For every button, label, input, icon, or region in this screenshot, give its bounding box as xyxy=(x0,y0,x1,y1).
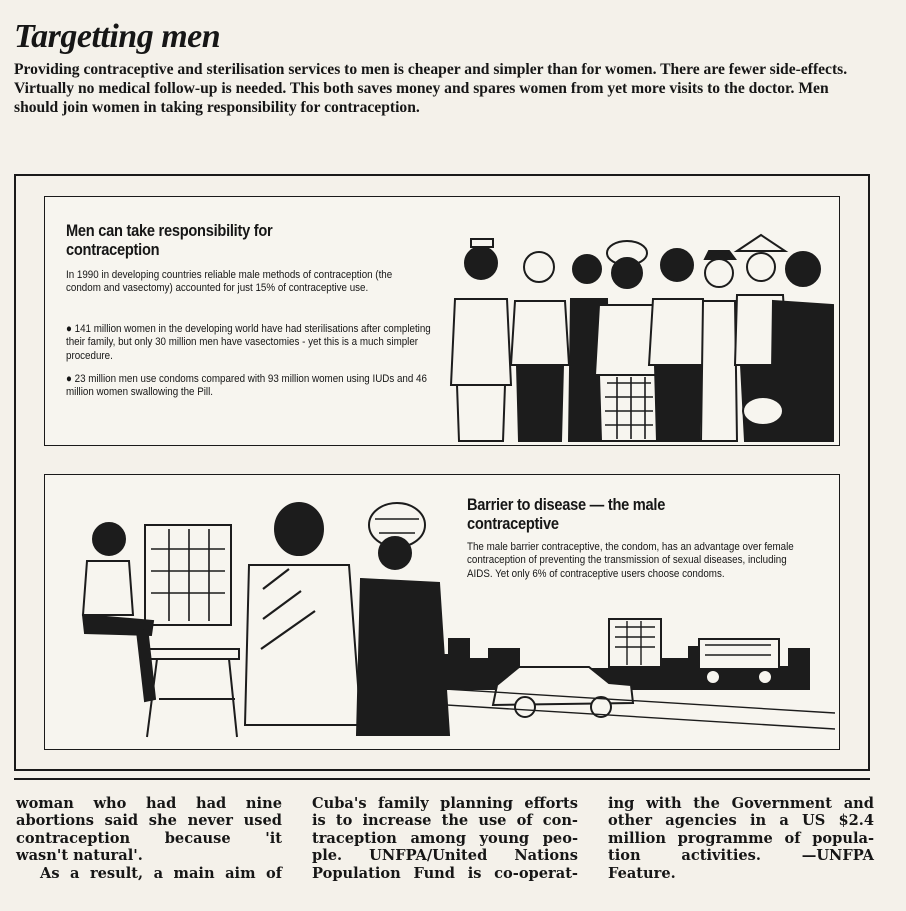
panel-2-text: The male barrier contraceptive, the condom, has an advantage over female contraception of preventing the transmission of sexual diseases, including AIDS. Yet only 6% of contraceptive users choose condoms. xyxy=(467,541,794,580)
panel-1-intro: In 1990 in developing countries reliable male methods of contraception (the condom and vasectomy) accounted for just 15% of contraceptive use. xyxy=(66,269,393,295)
infographic-frame xyxy=(14,174,870,771)
panel-1-bullet-condoms: ● 23 million men use condoms compared with 93 million women using IUDs and 46 million women swallowing the Pill. xyxy=(66,373,427,399)
body-line: abortions said she never used xyxy=(16,812,282,830)
panel-2-heading: Barrier to disease — the male contraceptive xyxy=(467,495,666,533)
body-line: wasn't natural'. xyxy=(16,847,143,865)
body-column-3 xyxy=(608,795,874,882)
body-line: Cuba's family planning efforts xyxy=(312,795,578,812)
article-standfirst: Providing contraceptive and sterilisation services to men is cheaper and simpler than for women. There are fewer side-effects. Virtually no medical follow-up is needed. This both saves money and spares women from yet more visits to the doctor. Men should join women in taking responsibility for contraception. xyxy=(14,61,848,116)
panel-male-responsibility xyxy=(44,196,840,446)
body-line: traception among young peo- xyxy=(312,829,578,847)
panel-1-heading: Men can take responsibility for contraception xyxy=(66,221,273,259)
body-line: is to increase the use of con- xyxy=(312,812,578,830)
body-line: woman who had had nine xyxy=(16,795,282,812)
market-street-scene-illustration xyxy=(49,499,835,749)
column-divider-rule xyxy=(14,778,870,780)
panel-barrier-to-disease xyxy=(44,474,840,750)
group-of-men-illustration xyxy=(437,215,837,443)
body-line: As a result, a main aim of xyxy=(40,864,282,882)
body-line: Population Fund is co-operat- xyxy=(312,864,578,882)
panel-1-bullet-sterilisation: ● 141 million women in the developing world have had sterilisations after completing their family, but only 30 million men have vasectomies - yet this is a much simpler procedure. xyxy=(66,323,431,362)
body-line: million programme of popula- xyxy=(608,829,874,847)
body-line: Feature. xyxy=(608,864,676,882)
body-line: other agencies in a US $2.4 xyxy=(608,812,874,830)
article-headline: Targetting men xyxy=(14,18,221,55)
body-column-2 xyxy=(312,795,578,882)
body-line: contraception because 'it xyxy=(16,829,282,847)
body-line: tion activities. —UNFPA xyxy=(608,847,874,865)
body-column-1 xyxy=(16,795,282,882)
body-line: ple. UNFPA/United Nations xyxy=(312,847,578,865)
body-line: ing with the Government and xyxy=(608,795,874,812)
